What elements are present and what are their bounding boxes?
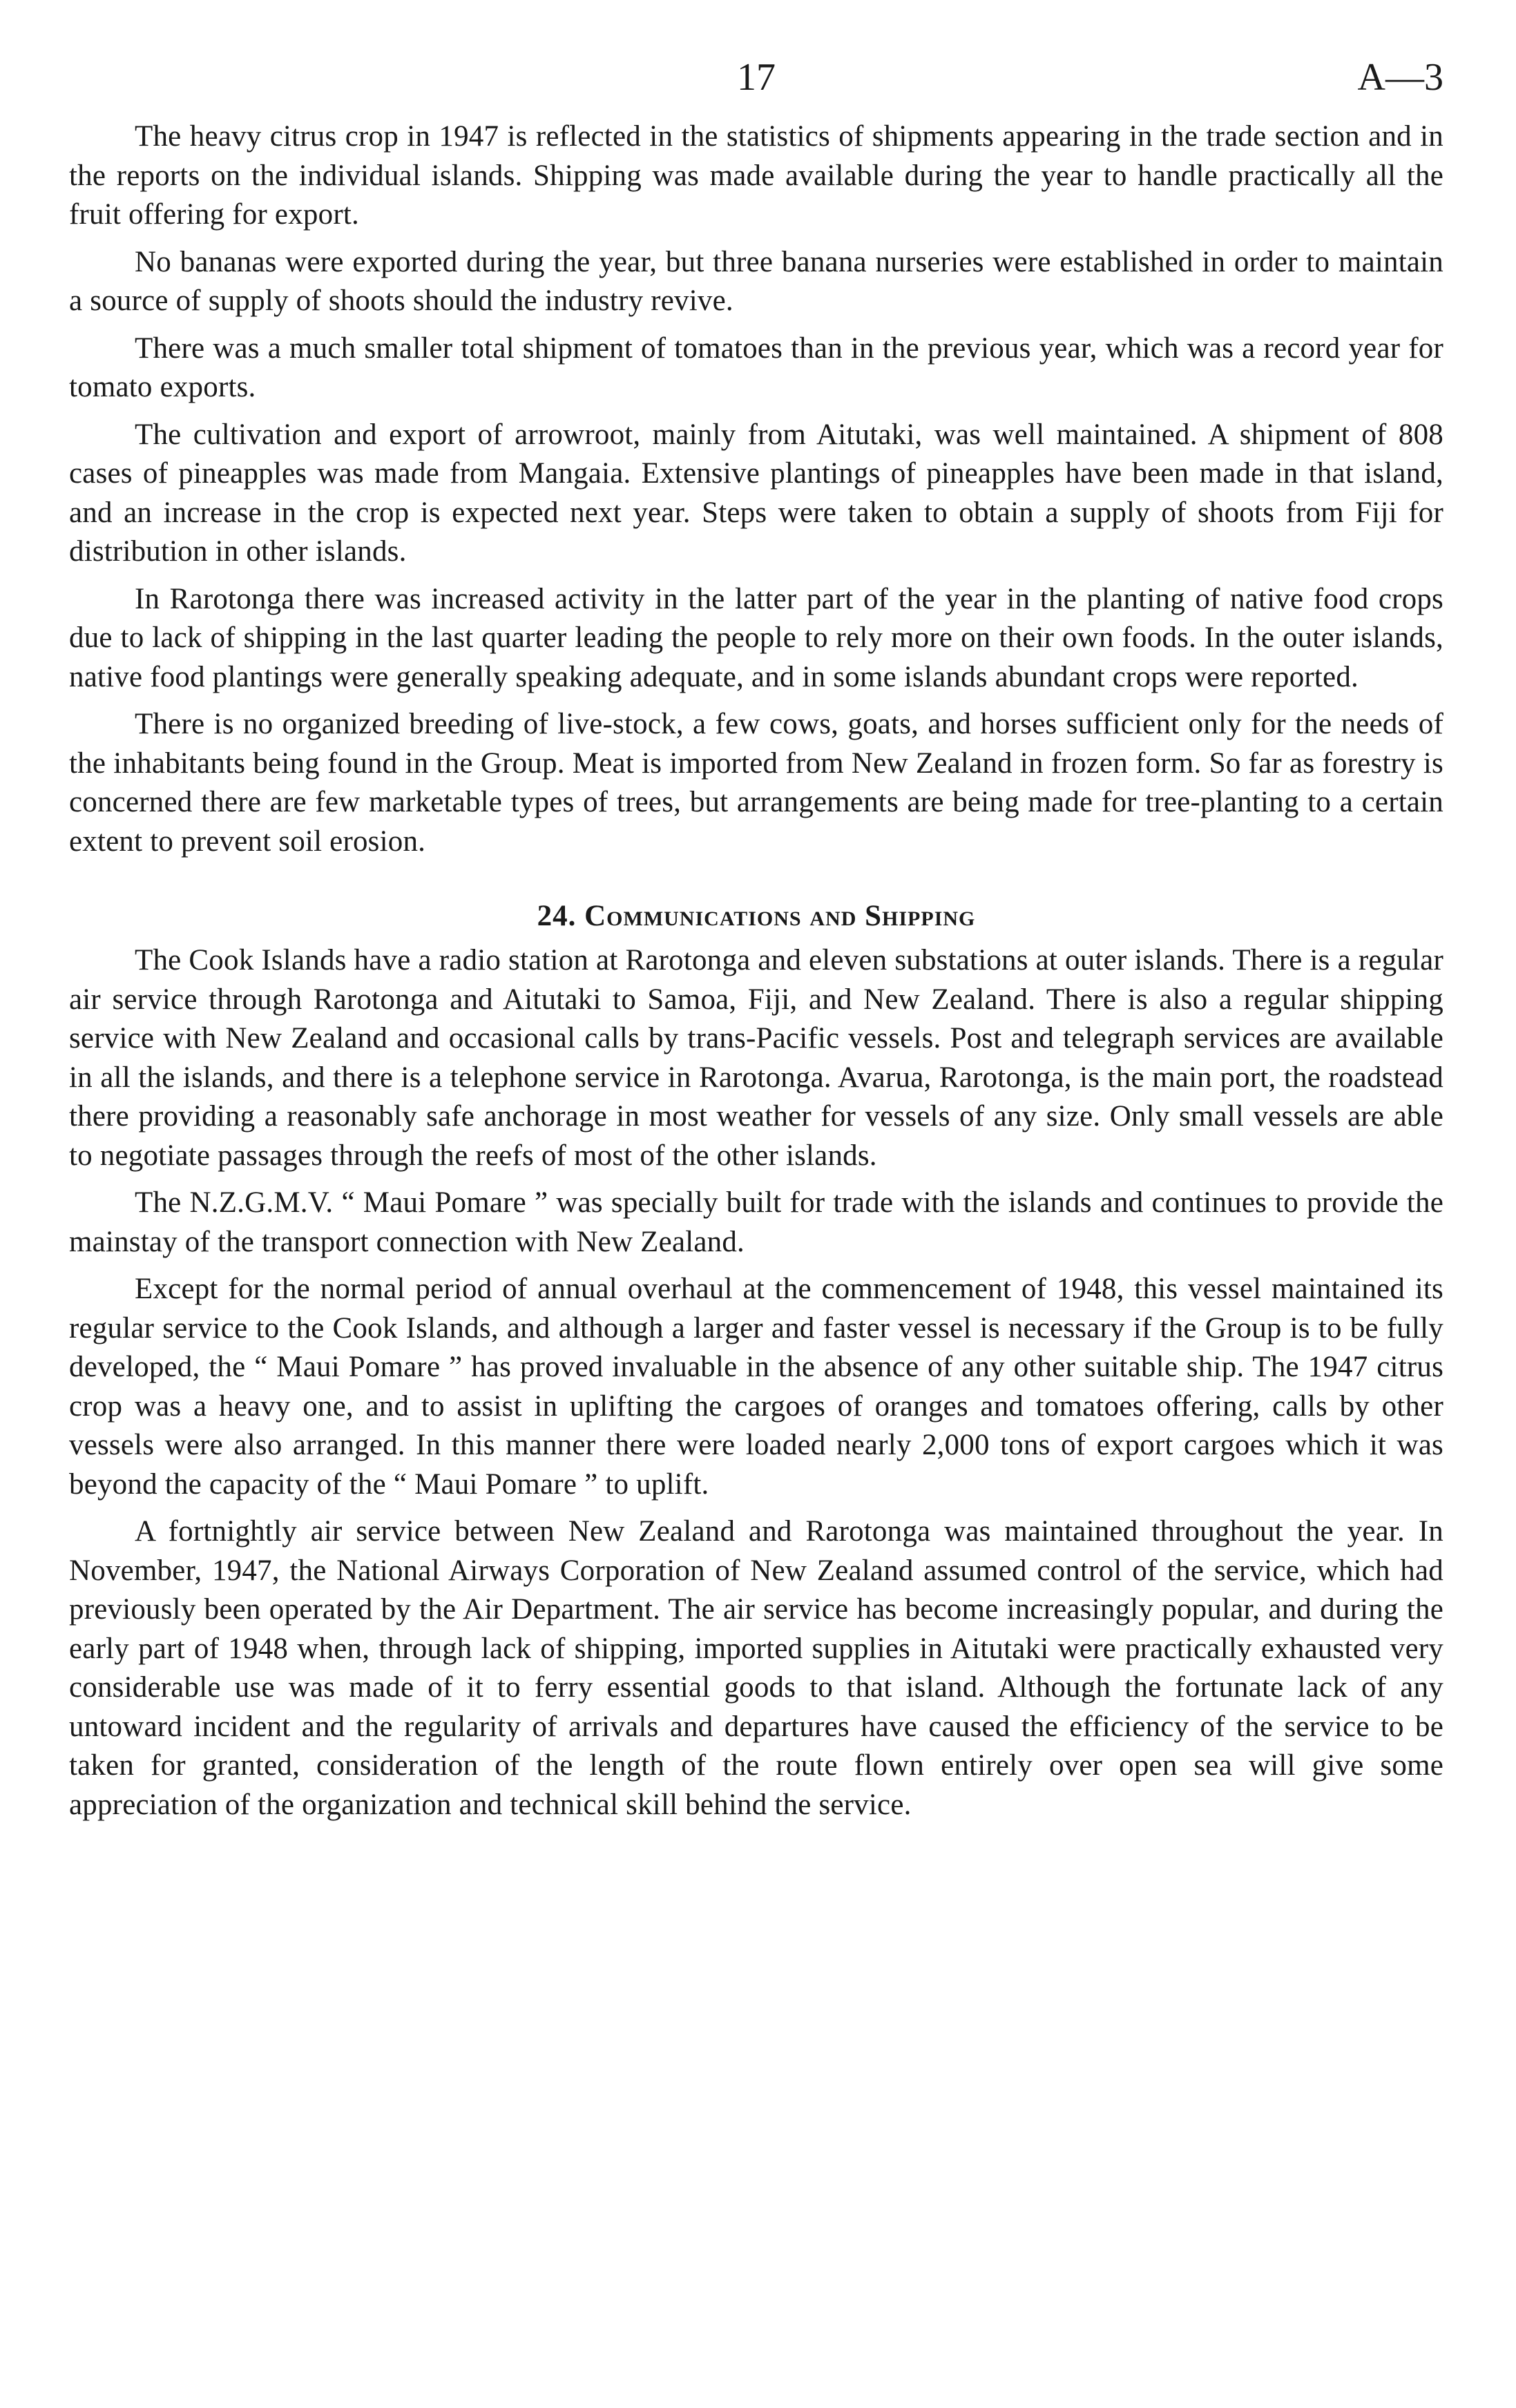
paragraph-overhaul: Except for the normal period of annual overhaul at the commencement of 1948, this vessel maintained its regular service to the Cook Islands, and although a larger and faster vessel is necessary if the Group is to be fully developed, the “ Maui Pomare ” has proved invaluable in the absence of any other suitable ship. The 1947 citrus crop was a heavy one, and to assist in uplifting the cargoes of oranges and tomatoes offering, calls by other vessels were also arranged. In this manner there were loaded nearly 2,000 tons of export cargoes which it was beyond the capacity of the “ Maui Pomare ” to uplift. <box>69 1273 1443 1501</box>
paragraph-air-service: A fortnightly air service between New Zealand and Rarotonga was maintained throughout the year. In November, 1947, the National Airways Corporation of New Zealand assumed control of the service, which had previously been operated by the Air Department. The air service has become increasingly popular, and during the early part of 1948 when, through lack of shipping, imported supplies in Aitutaki were practically exhausted very considerable use was made of it to ferry essential goods to that island. Although the fortunate lack of any untoward incident and the regularity of arrivals and departures have caused the efficiency of the service to be taken for granted, consideration of the length of the route flown entirely over open sea will give some appreciation of the organization and technical skill behind the service. <box>69 1515 1443 1821</box>
paragraph-radio-air-shipping: The Cook Islands have a radio station at Rarotonga and eleven substations at outer islands. There is a regular air service through Rarotonga and Aitutaki to Samoa, Fiji, and New Zealand. There is also a regular shipping service with New Zealand and occasional calls by trans-Pacific vessels. Post and telegraph services are available in all the islands, and there is a telephone service in Rarotonga. Avarua, Rarotonga, is the main port, the roadstead there providing a reasonably safe anchorage in most weather for vessels of any size. Only small vessels are able to negotiate passages through the reefs of most of the other islands. <box>69 944 1443 1172</box>
page-header <box>69 41 1443 117</box>
body-text-after <box>69 941 1443 1824</box>
paragraph-citrus: The heavy citrus crop in 1947 is reflected in the statistics of shipments appearing in the trade section and in the reports on the individual islands. Shipping was made available during the year to handle practically all the fruit offering for export. <box>69 120 1443 231</box>
page-number: 17 <box>737 56 776 99</box>
paragraph-maui-pomare: The N.Z.G.M.V. “ Maui Pomare ” was specially built for trade with the islands and continues to provide the mainstay of the transport connection with New Zealand. <box>69 1186 1443 1258</box>
report-code: A—3 <box>1357 56 1443 99</box>
paragraph-native-food: In Rarotonga there was increased activity in the latter part of the year in the planting of native food crops due to lack of shipping in the last quarter leading the people to rely more on their own foods. In the outer islands, native food plantings were generally speaking adequate, and in some islands abundant crops were reported. <box>69 582 1443 693</box>
body-text-before <box>69 117 1443 861</box>
section-heading: 24. Communications and Shipping <box>537 900 976 932</box>
paragraph-livestock-forestry: There is no organized breeding of live-stock, a few cows, goats, and horses sufficient only for the needs of the inhabitants being found in the Group. Meat is imported from New Zealand in frozen form. So far as forestry is concerned there are few marketable types of trees, but arrangements are being made for tree-planting to a certain extent to prevent soil erosion. <box>69 708 1443 858</box>
document-page <box>69 41 1443 1833</box>
paragraph-tomatoes: There was a much smaller total shipment of tomatoes than in the previous year, which was a record year for tomato exports. <box>69 331 1443 403</box>
paragraph-bananas: No bananas were exported during the year, but three banana nurseries were established in order to maintain a source of supply of shoots should the industry revive. <box>69 245 1443 317</box>
paragraph-arrowroot-pineapples: The cultivation and export of arrowroot, mainly from Aitutaki, was well maintained. A shipment of 808 cases of pineapples was made from Mangaia. Extensive plantings of pineapples have been made in that island, and an increase in the crop is expected next year. Steps were taken to obtain a supply of shoots from Fiji for distribution in other islands. <box>69 418 1443 568</box>
